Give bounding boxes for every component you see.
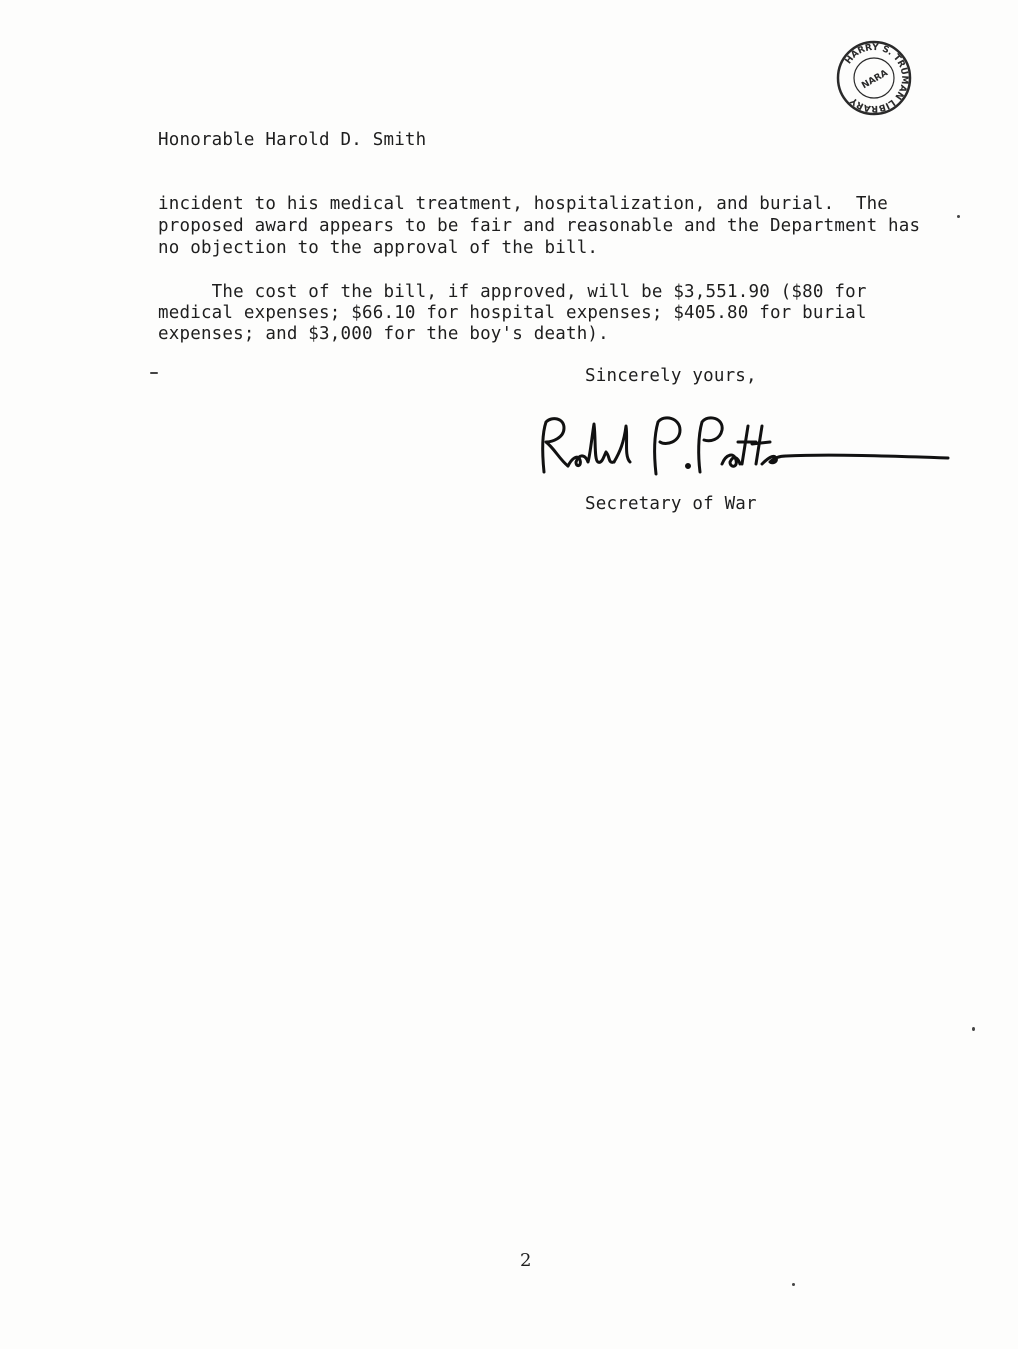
salutation: Honorable Harold D. Smith [158, 130, 427, 150]
paragraph-1-line-1: incident to his medical treatment, hospitalization, and burial. The [158, 194, 889, 214]
stamp-text: HARRY S. TRUMAN LIBRARY [843, 42, 910, 114]
closing: Sincerely yours, [585, 366, 757, 386]
scan-speck [150, 372, 158, 374]
paragraph-1-line-2: proposed award appears to be fair and reasonable and the Department has [158, 216, 921, 236]
signature-title: Secretary of War [585, 494, 757, 514]
page-number: 2 [520, 1250, 532, 1271]
scan-speck [972, 1027, 975, 1031]
paragraph-1-line-3: no objection to the approval of the bill. [158, 238, 599, 258]
paragraph-2-line-3: expenses; and $3,000 for the boy's death). [158, 324, 609, 344]
scan-speck [957, 215, 960, 218]
paragraph-2-line-1: The cost of the bill, if approved, will be $3,551.90 ($80 for [158, 282, 867, 302]
signature [530, 412, 960, 484]
archive-stamp [836, 40, 912, 116]
scan-speck [792, 1283, 795, 1286]
paragraph-2-line-2: medical expenses; $66.10 for hospital expenses; $405.80 for burial [158, 303, 867, 323]
stamp-center-text: NARA [860, 68, 890, 92]
